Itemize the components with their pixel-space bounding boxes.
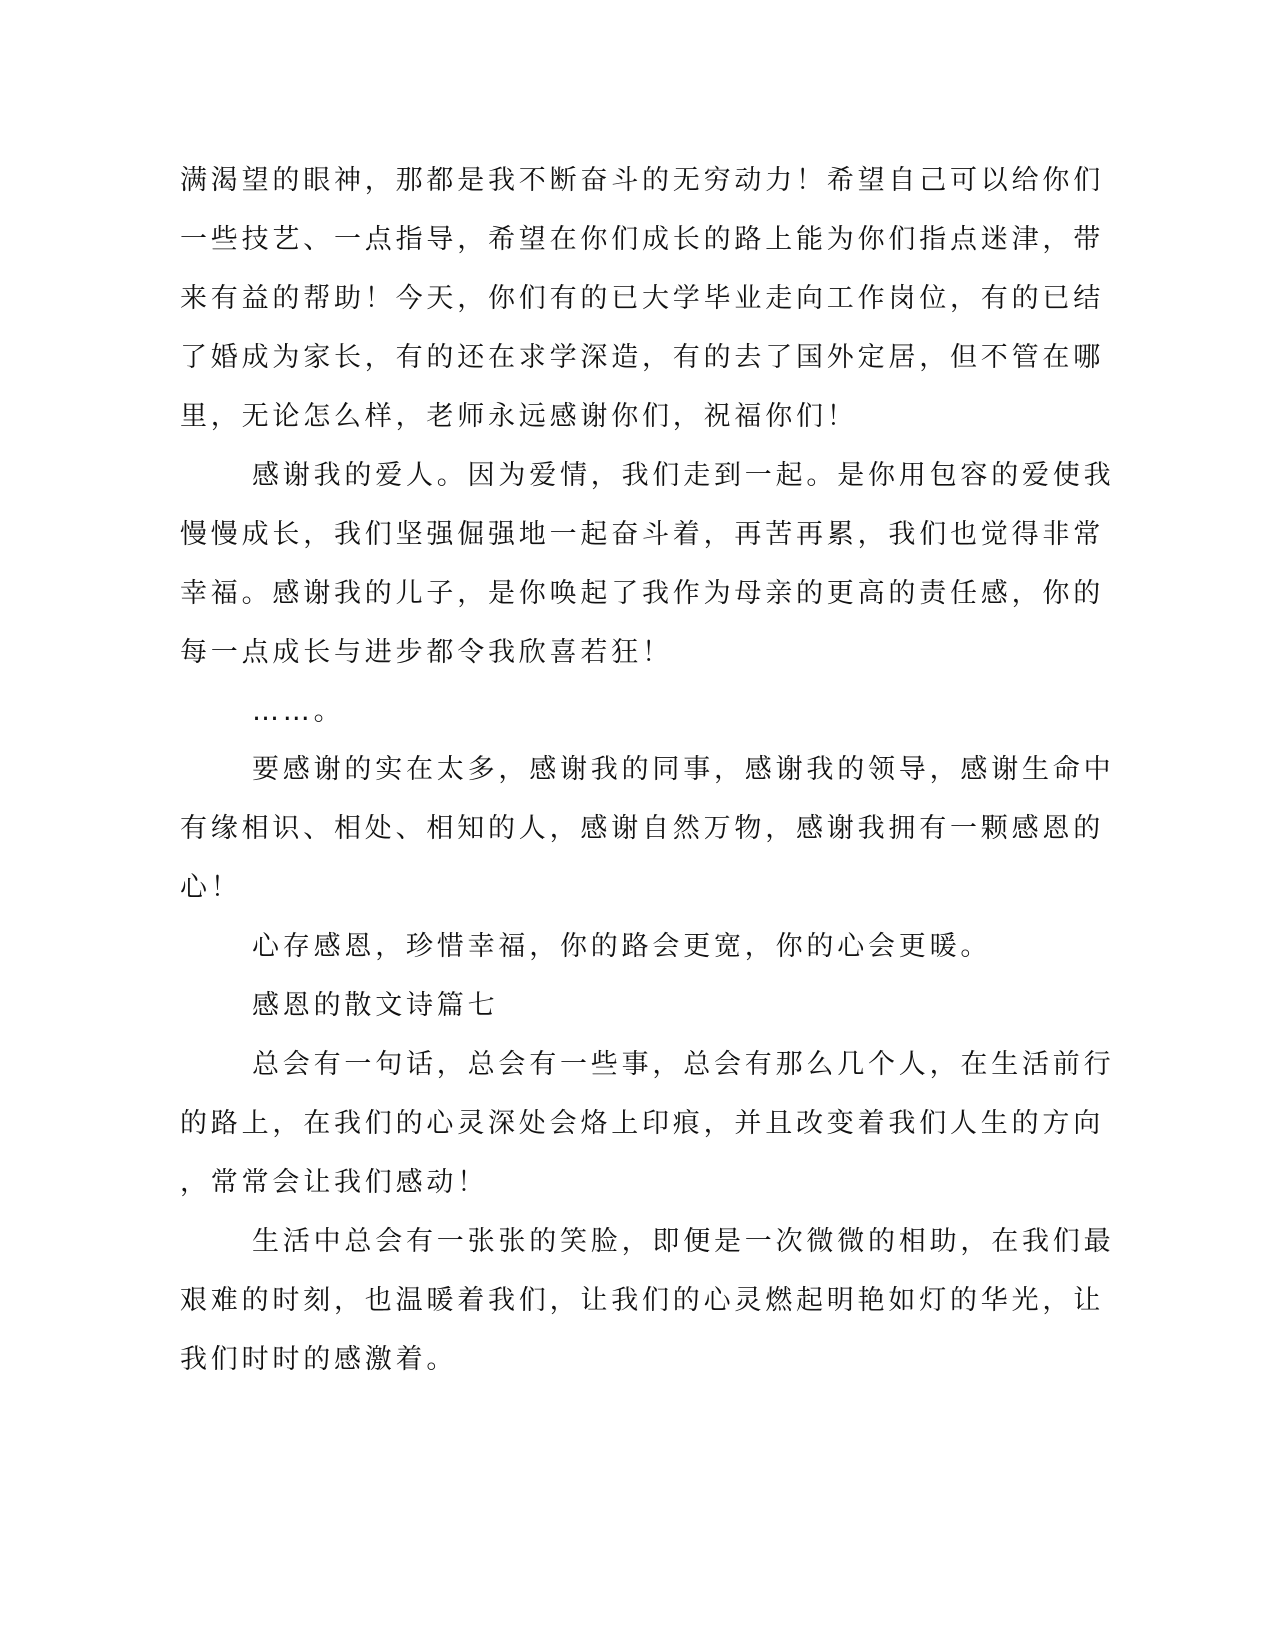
text-line: 每一点成长与进步都令我欣喜若狂！ xyxy=(180,637,673,668)
text-line: 的路上，在我们的心灵深处会烙上印痕，并且改变着我们人生的方向 xyxy=(180,1108,1104,1139)
text-line: 里，无论怎么样，老师永远感谢你们，祝福你们！ xyxy=(180,401,858,432)
text-line: 总会有一句话，总会有一些事，总会有那么几个人，在生活前行 xyxy=(252,1049,1115,1080)
text-line: 我们时时的感激着。 xyxy=(180,1344,458,1375)
section-heading: 感恩的散文诗篇七 xyxy=(252,990,499,1021)
text-line: 了婚成为家长，有的还在求学深造，有的去了国外定居，但不管在哪 xyxy=(180,342,1104,373)
text-line: 慢慢成长，我们坚强倔强地一起奋斗着，再苦再累，我们也觉得非常 xyxy=(180,519,1104,550)
text-line: 幸福。感谢我的儿子，是你唤起了我作为母亲的更高的责任感，你的 xyxy=(180,578,1104,609)
text-line: ，常常会让我们感动！ xyxy=(180,1167,488,1198)
text-line: 来有益的帮助！今天，你们有的已大学毕业走向工作岗位，有的已结 xyxy=(180,283,1104,314)
text-line: 要感谢的实在太多，感谢我的同事，感谢我的领导，感谢生命中 xyxy=(252,754,1115,785)
text-line: 满渴望的眼神，那都是我不断奋斗的无穷动力！希望自己可以给你们 xyxy=(180,165,1104,196)
text-line: 心存感恩，珍惜幸福，你的路会更宽，你的心会更暖。 xyxy=(252,931,992,962)
text-line: 一些技艺、一点指导，希望在你们成长的路上能为你们指点迷津，带 xyxy=(180,224,1104,255)
text-line: 艰难的时刻，也温暖着我们，让我们的心灵燃起明艳如灯的华光，让 xyxy=(180,1285,1104,1316)
text-line: 心！ xyxy=(180,872,242,903)
text-line: 有缘相识、相处、相知的人，感谢自然万物，感谢我拥有一颗感恩的 xyxy=(180,813,1104,844)
text-line: ……。 xyxy=(252,696,345,727)
text-line: 感谢我的爱人。因为爱情，我们走到一起。是你用包容的爱使我 xyxy=(252,460,1115,491)
text-line: 生活中总会有一张张的笑脸，即便是一次微微的相助，在我们最 xyxy=(252,1226,1115,1257)
